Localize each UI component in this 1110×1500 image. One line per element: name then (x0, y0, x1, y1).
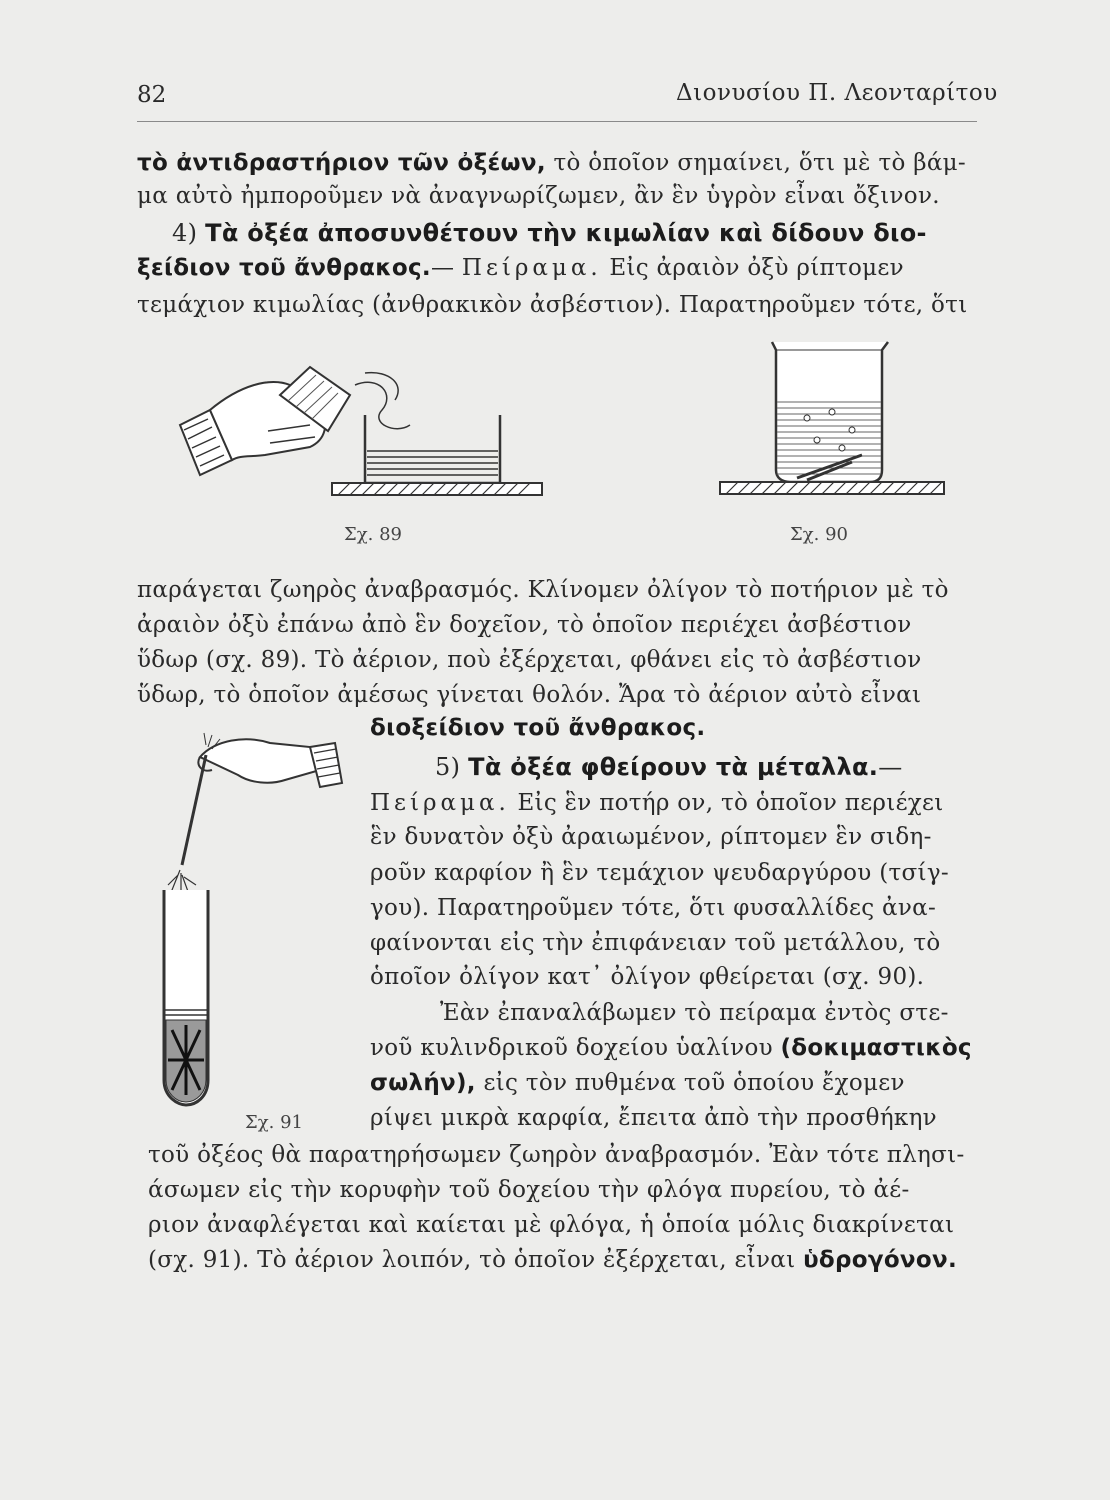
figure-89-caption: Σχ. 89 (344, 524, 402, 545)
figure-89-illustration (170, 355, 550, 505)
text-line: γου). Παρατηροῦμεν τότε, ὅτι φυσαλλίδες ἀνα- (370, 895, 937, 921)
text-line: τὸ ἀντιδραστήριον τῶν ὀξέων, τὸ ὁποῖον σημαίνει, ὅτι μὲ τὸ βάμ- (137, 150, 966, 176)
text-line: ρίψει μικρὰ καρφία, ἔπειτα ἀπὸ τὴν προσθήκην (370, 1105, 937, 1131)
text-line: Ἐὰν ἐπαναλάβωμεν τὸ πείραμα ἐντὸς στε- (440, 1000, 949, 1026)
text-line: άσωμεν εἰς τὴν κορυφὴν τοῦ δοχείου τὴν φλόγα πυρείου, τὸ ἀέ- (148, 1177, 910, 1203)
text-line: παράγεται ζωηρὸς ἀναβρασμός. Κλίνομεν ὀλίγον τὸ ποτήριον μὲ τὸ (137, 577, 949, 603)
text-line: τεμάχιον κιμωλίας (ἀνθρακικὸν ἀσβέστιον). Παρατηροῦμεν τότε, ὅτι (137, 292, 968, 318)
figure-90-caption: Σχ. 90 (790, 524, 848, 545)
section-heading-5: 5) Τὰ ὀξέα φθείρουν τὰ μέταλλα.— (435, 753, 903, 781)
text-line: διοξείδιον τοῦ ἄνθρακος. (370, 715, 706, 741)
text-line: (σχ. 91). Τὸ ἀέριον λοιπόν, τὸ ὁποῖον ἐξέρχεται, εἶναι ὑδρογόνον. (148, 1247, 957, 1273)
figure-91-illustration (160, 725, 360, 1110)
text-line: ροῦν καρφίον ἢ ἓν τεμάχιον ψευδαργύρου (τσίγ- (370, 860, 949, 886)
text-line: σωλήν), εἰς τὸν πυθμένα τοῦ ὁποίου ἔχομεν (370, 1070, 905, 1096)
running-header-author: Διονυσίου Π. Λεονταρίτου (676, 80, 998, 106)
text-line: ὕδωρ, τὸ ὁποῖον ἀμέσως γίνεται θολόν. Ἄρα τὸ ἀέριον αὐτὸ εἶναι (137, 682, 922, 708)
text-line: ὕδωρ (σχ. 89). Τὸ ἀέριον, ποὺ ἐξέρχεται, φθάνει εἰς τὸ ἀσβέστιον (137, 647, 922, 673)
section-heading-4: 4) Τὰ ὀξέα ἀποσυνθέτουν τὴν κιμωλίαν καὶ δίδουν διο- (172, 219, 927, 247)
text-line: ἀραιὸν ὀξὺ ἐπάνω ἀπὸ ἓν δοχεῖον, τὸ ὁποῖον περιέχει ἀσβέστιον (137, 612, 912, 638)
text-line: ριον ἀναφλέγεται καὶ καίεται μὲ φλόγα, ἡ ὁποία μόλις διακρίνεται (148, 1212, 955, 1238)
text-line: φαίνονται εἰς τὴν ἐπιφάνειαν τοῦ μετάλλου, τὸ (370, 930, 941, 956)
header-rule (137, 121, 977, 122)
page-number: 82 (137, 82, 167, 108)
text-line: ἓν δυνατὸν ὀξὺ ἀραιωμένον, ρίπτομεν ἓν σιδη- (370, 824, 932, 850)
text-line: Πείραμα. Εἰς ἓν ποτήρ ον, τὸ ὁποῖον περιέχει (370, 790, 944, 816)
text-line: τοῦ ὀξέος θὰ παρατηρήσωμεν ζωηρὸν ἀναβρασμόν. Ἐὰν τότε πλησι- (148, 1142, 965, 1168)
figure-91-caption: Σχ. 91 (245, 1112, 303, 1133)
text-line: ὁποῖον ὀλίγον κατ᾽ ὀλίγον φθείρεται (σχ. 90). (370, 964, 925, 990)
text-line: νοῦ κυλινδρικοῦ δοχείου ὑαλίνου (δοκιμαστικὸς (370, 1035, 972, 1061)
text-line: ξείδιον τοῦ ἄνθρακος.— Πείραμα. Εἰς ἀραιὸν ὀξὺ ρίπτομεν (137, 255, 904, 281)
figure-90-illustration (712, 330, 952, 500)
text-line: μα αὐτὸ ἠμποροῦμεν νὰ ἀναγνωρίζωμεν, ἂν ἓν ὑγρὸν εἶναι ὄξινον. (137, 183, 940, 209)
